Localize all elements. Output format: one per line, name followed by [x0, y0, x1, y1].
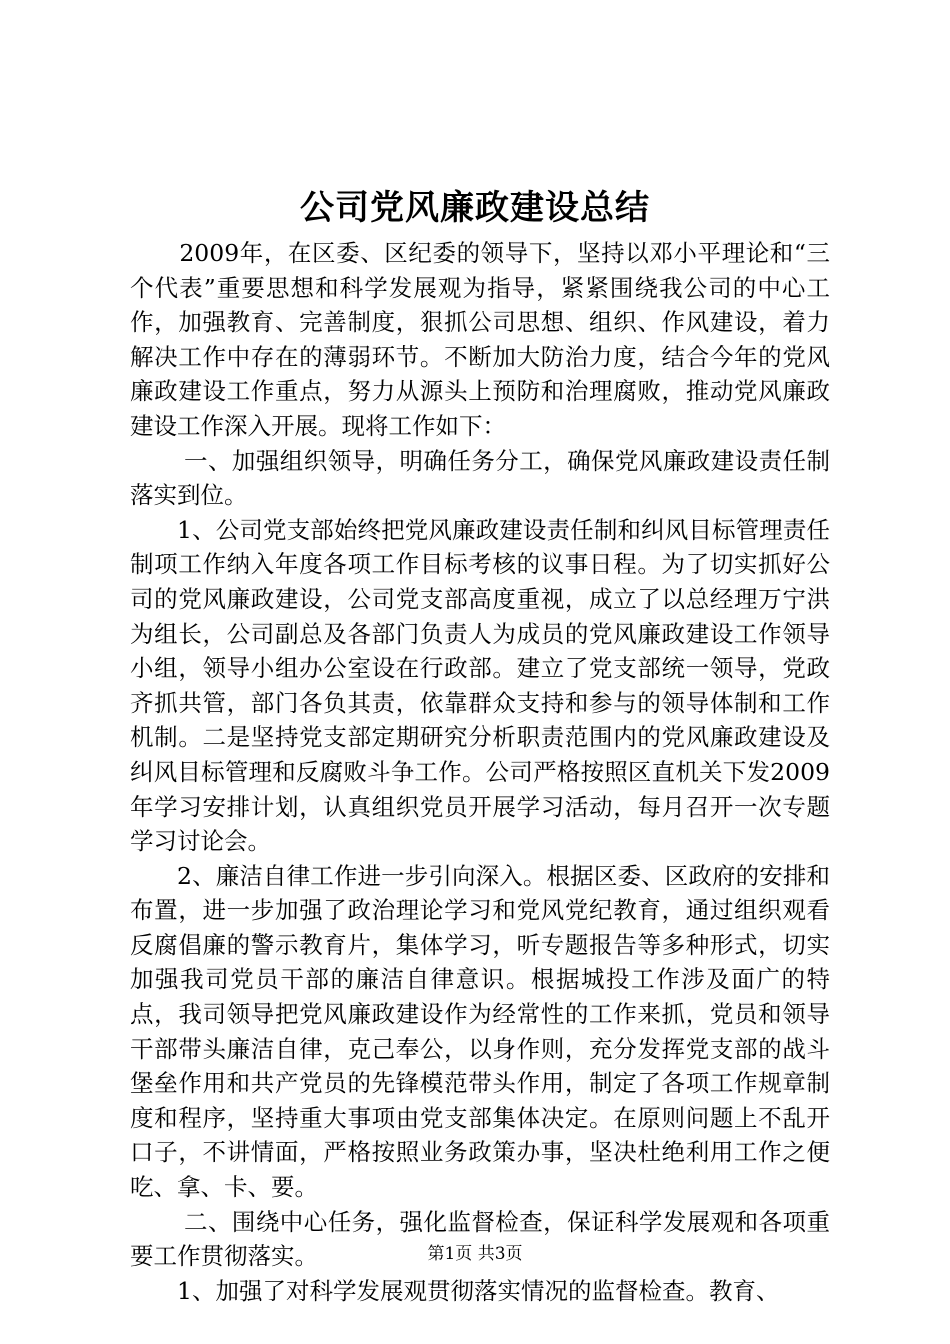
document-title: 公司党风廉政建设总结 — [300, 188, 650, 228]
paragraph-item-1-1: 1、公司党支部始终把党风廉政建设责任制和纠风目标管理责任制项工作纳入年度各项工作目标考核的议事日程。为了切实抓好公司的党风廉政建设，公司党支部高度重视，成立了以总经理万宁洪为组长，公司副总及各部门负责人为成员的党风廉政建设工作领导小组，领导小组办公室设在行政部。建立了党支部统一领导，党政齐抓共管，部门各负其责，依靠群众支持和参与的领导体制和工作机制。二是坚持党支部定期研究分析职责范围内的党风廉政建设及纠风目标管理和反腐败斗争工作。公司严格按照区直机关下发2009年学习安排计划，认真组织党员开展学习活动，每月召开一次专题学习讨论会。 — [130, 515, 830, 856]
paragraph-item-2-1: 1、加强了对科学发展观贯彻落实情况的监督检查。教育、 — [177, 1276, 780, 1305]
section-heading-2: 二、围绕中心任务，强化监督检查，保证科学发展观和各项重要工作贯彻落实。 — [130, 1207, 830, 1271]
page-number: 第1页 共3页 — [427, 1244, 523, 1264]
paragraph-item-1-2: 2、廉洁自律工作进一步引向深入。根据区委、区政府的安排和布置，进一步加强了政治理论学习和党风党纪教育，通过组织观看反腐倡廉的警示教育片，集体学习，听专题报告等多种形式，切实加强我司党员干部的廉洁自律意识。根据城投工作涉及面广的特点，我司领导把党风廉政建设作为经常性的工作来抓，党员和领导干部带头廉洁自律，克己奉公，以身作则，充分发挥党支部的战斗堡垒作用和共产党员的先锋模范带头作用，制定了各项工作规章制度和程序，坚持重大事项由党支部集体决定。在原则问题上不乱开口子，不讲情面，严格按照业务政策办事，坚决杜绝利用工作之便吃、拿、卡、要。 — [130, 861, 830, 1202]
document-body — [130, 236, 830, 1308]
section-heading-1: 一、加强组织领导，明确任务分工，确保党风廉政建设责任制落实到位。 — [130, 446, 830, 510]
paragraph-intro: 2009年，在区委、区纪委的领导下，坚持以邓小平理论和“三个代表”重要思想和科学发展观为指导，紧紧围绕我公司的中心工作，加强教育、完善制度，狠抓公司思想、组织、作风建设，着力解决工作中存在的薄弱环节。不断加大防治力度，结合今年的党风廉政建设工作重点，努力从源头上预防和治理腐败，推动党风廉政建设工作深入开展。现将工作如下： — [130, 239, 830, 440]
